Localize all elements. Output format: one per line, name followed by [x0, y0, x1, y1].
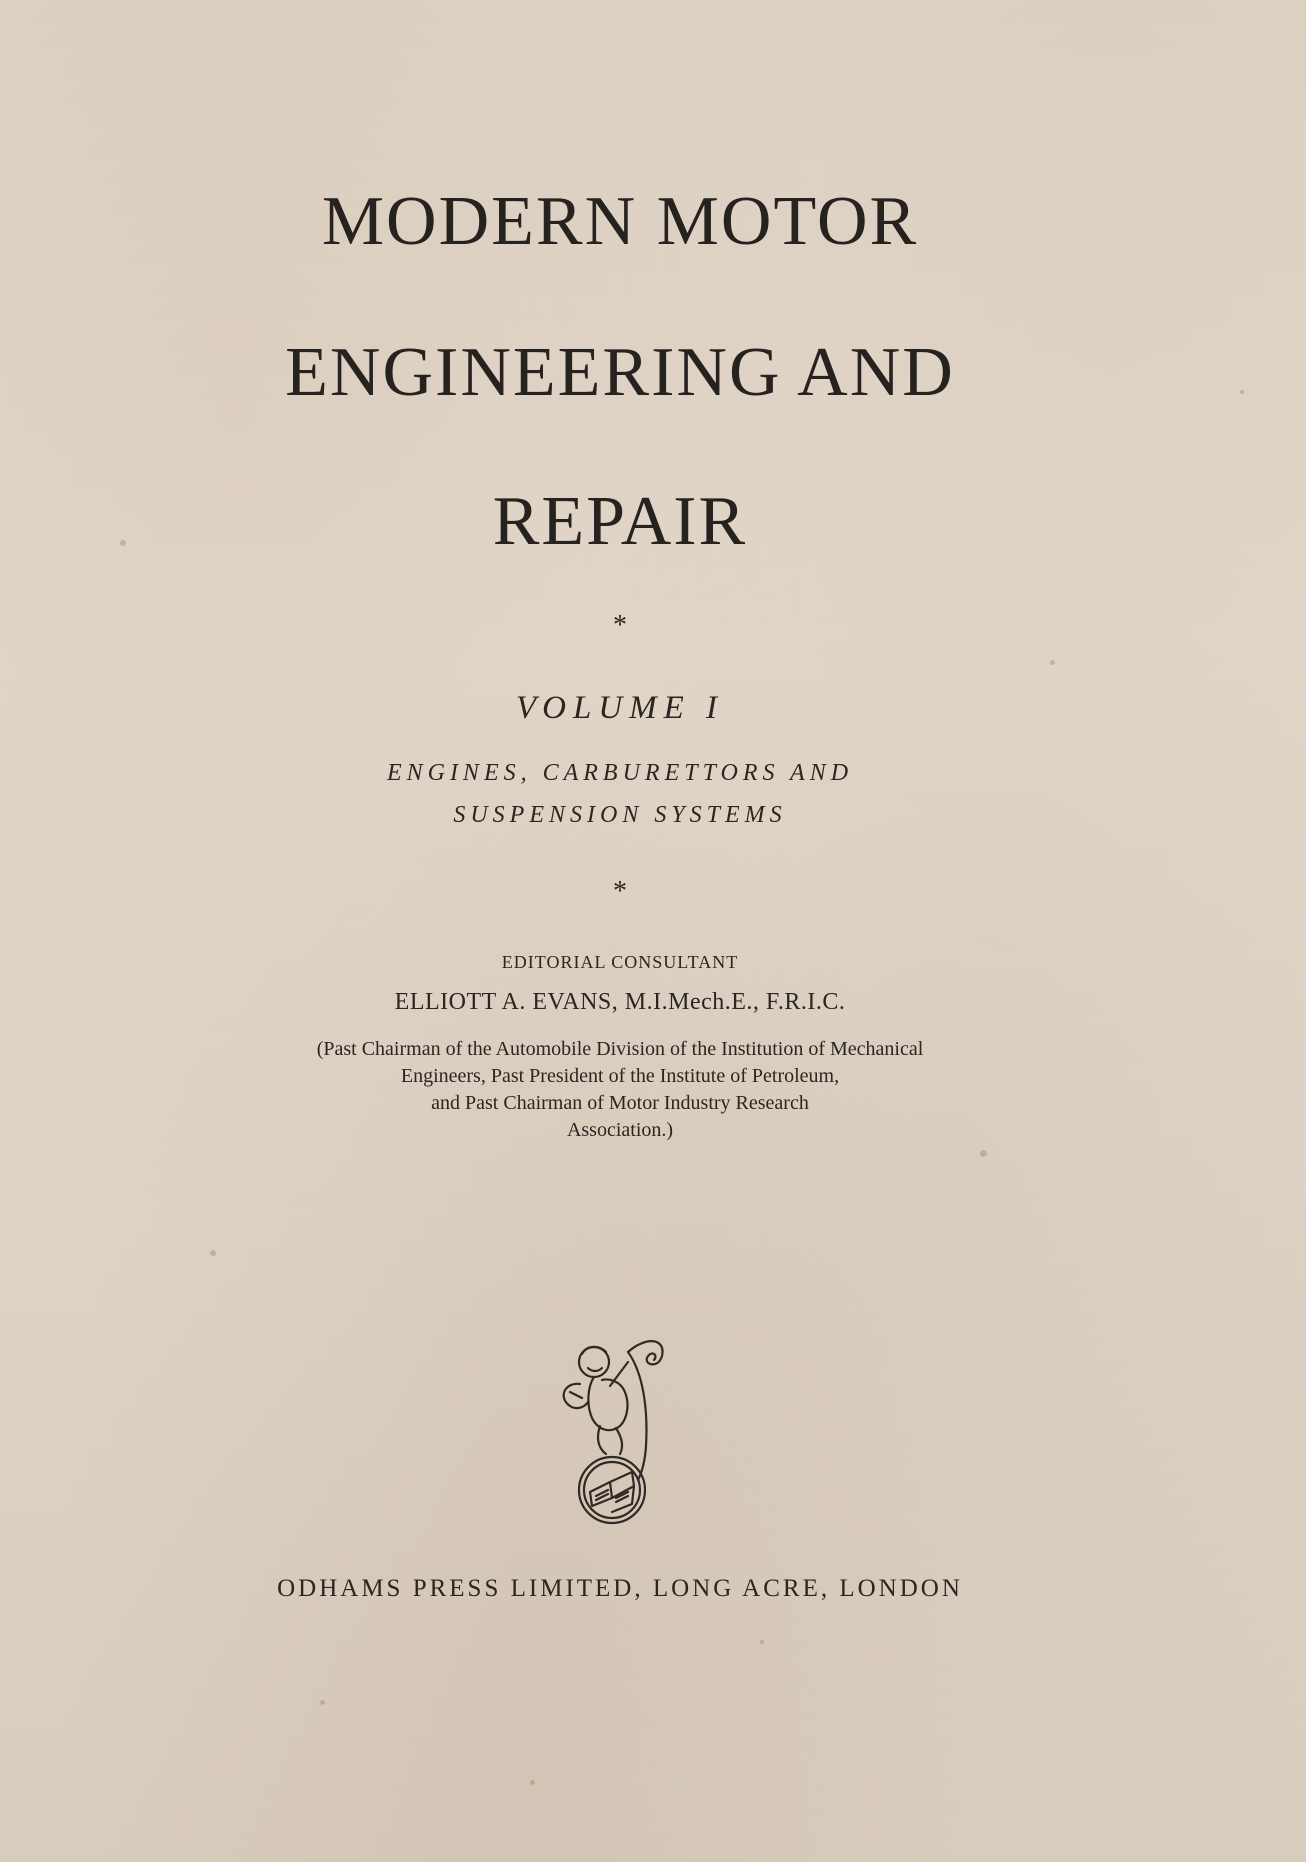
consultant-bio-line: Association.) [566, 1119, 674, 1141]
paper-speck [1050, 660, 1055, 665]
paper-speck [980, 1150, 987, 1157]
title-line-2: ENGINEERING AND [285, 334, 955, 411]
paper-speck [210, 1250, 216, 1256]
subtitle-line-1: ENGINES, CARBURETTORS AND [386, 760, 854, 786]
title-line-1: MODERN MOTOR [321, 183, 919, 260]
title-line-3: REPAIR [492, 483, 748, 560]
subtitle-line-2: SUSPENSION SYSTEMS [453, 802, 787, 828]
consultant-bio-line: (Past Chairman of the Automobile Division of the Institution of Mechanical [316, 1038, 924, 1060]
paper-speck [530, 1780, 535, 1785]
consultant-name: ELLIOTT A. EVANS, M.I.Mech.E., F.R.I.C. [394, 989, 846, 1015]
consultant-bio-line: and Past Chairman of Motor Industry Research [431, 1092, 809, 1114]
publisher-imprint: ODHAMS PRESS LIMITED, LONG ACRE, LONDON [277, 1575, 963, 1602]
separator-asterisk: * [613, 610, 627, 641]
editorial-consultant-label: EDITORIAL CONSULTANT [501, 952, 739, 972]
volume-heading: VOLUME I [515, 690, 725, 726]
separator-asterisk: * [613, 876, 627, 907]
paper-speck [1240, 390, 1244, 394]
paper-speck [760, 1640, 764, 1644]
paper-speck [320, 1700, 325, 1705]
cherub-with-book-emblem-icon [550, 1322, 680, 1532]
consultant-bio-line: Engineers, Past President of the Institute of Petroleum, [400, 1065, 840, 1087]
